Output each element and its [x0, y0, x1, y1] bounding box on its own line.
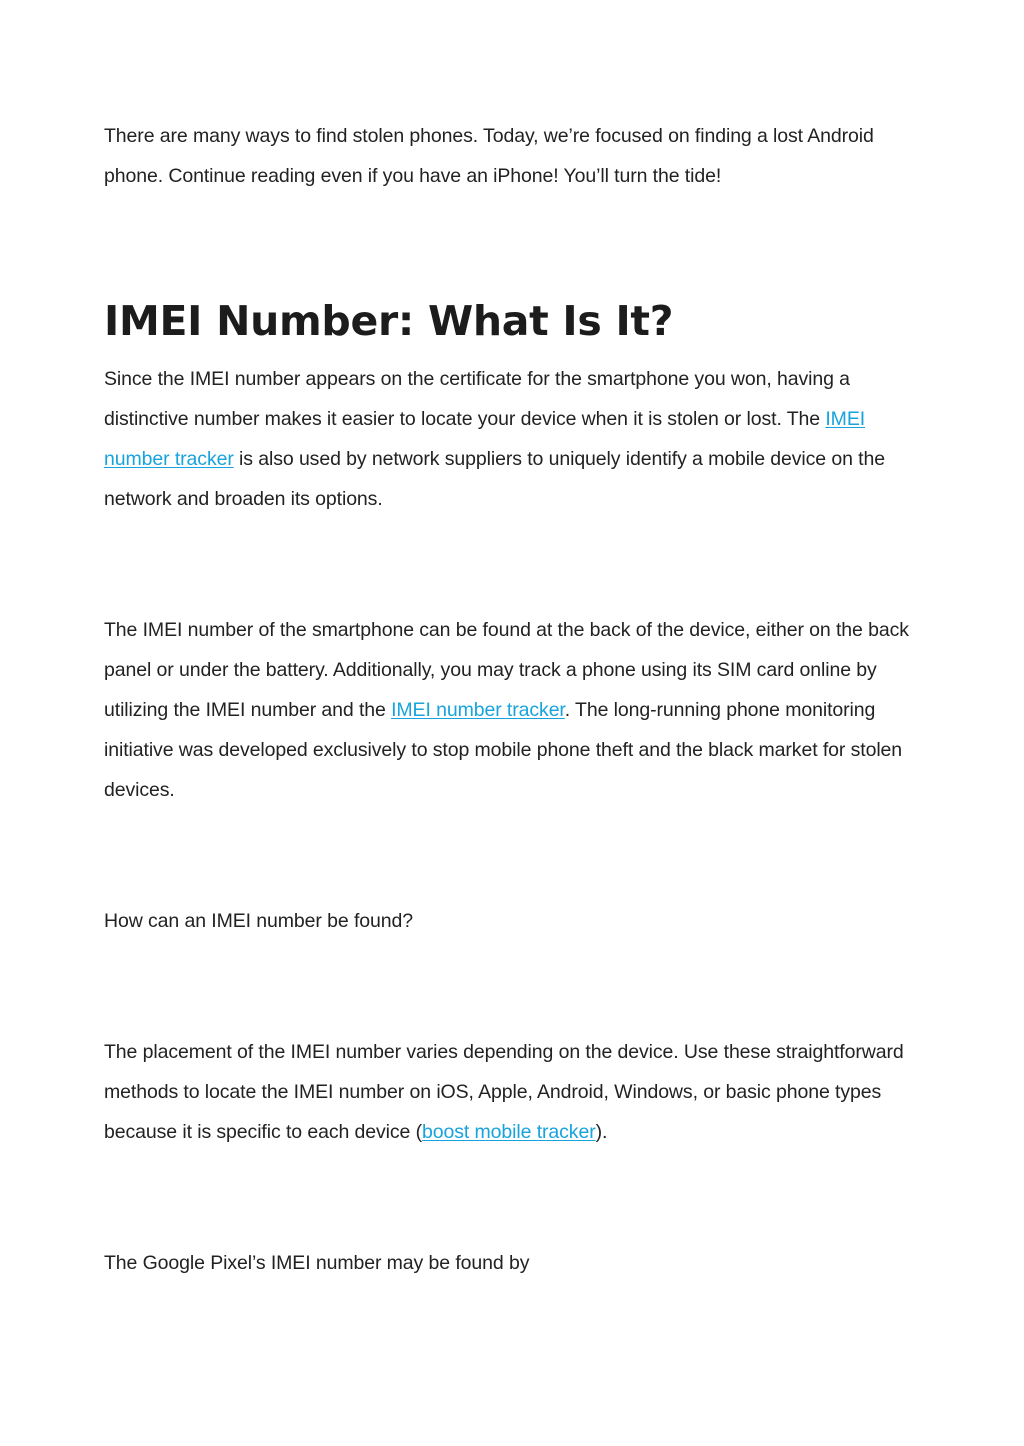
imei-definition-paragraph: [104, 359, 924, 519]
google-pixel-paragraph: The Google Pixel’s IMEI number may be found by: [104, 1252, 530, 1274]
intro-paragraph: There are many ways to find stolen phones. Today, we’re focused on finding a lost Android phone. Continue reading even if you have an iPhone! You’ll turn the tide!: [104, 125, 874, 187]
paragraph-text: The IMEI number of the smartphone can be found at the back of the device, either on the back panel or under the battery. Additionally, you may track a phone using its SIM card online by utilizing the IMEI number and the: [104, 619, 909, 721]
boost-mobile-tracker-link[interactable]: boost mobile tracker: [422, 1121, 596, 1143]
paragraph-text: . The long-running phone monitoring initiative was developed exclusively to stop mobile phone theft and the black market for stolen devices.: [104, 699, 903, 801]
imei-location-paragraph: [104, 610, 924, 810]
paragraph-text: Since the IMEI number appears on the certificate for the smartphone you won, having a distinctive number makes it easier to locate your device when it is stolen or lost. The: [104, 368, 850, 430]
paragraph-text: is also used by network suppliers to uniquely identify a mobile device on the network and broaden its options.: [104, 448, 885, 510]
imei-placement-paragraph: [104, 1032, 924, 1152]
section-heading: IMEI Number: What Is It?: [104, 297, 674, 345]
imei-tracker-link[interactable]: IMEI number tracker: [104, 408, 866, 470]
imei-tracker-link[interactable]: IMEI number tracker: [391, 699, 565, 721]
paragraph-text: The placement of the IMEI number varies depending on the device. Use these straightforward methods to locate the IMEI number on iOS, Apple, Android, Windows, or basic phone types because it is specific to each device (: [104, 1041, 904, 1143]
paragraph-text: ).: [595, 1121, 608, 1143]
how-to-find-question: How can an IMEI number be found?: [104, 910, 413, 932]
